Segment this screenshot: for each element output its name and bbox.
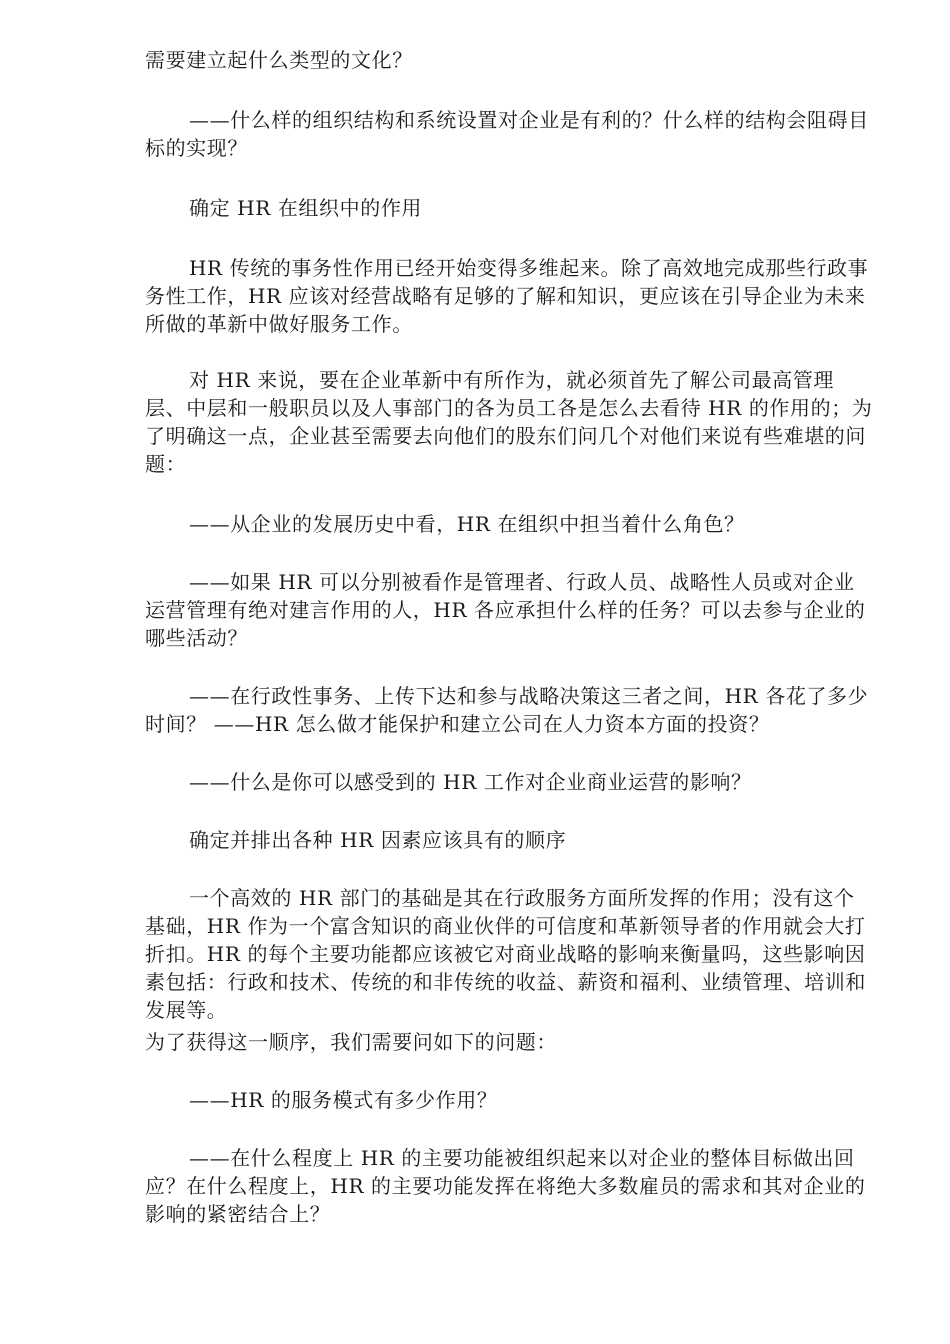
paragraph-impact-question: ——什么是你可以感受到的 HR 工作对企业商业运营的影响？ (189, 770, 752, 794)
paragraph-history-question: ——从企业的发展历史中看，HR 在组织中担当着什么角色？ (189, 512, 745, 536)
paragraph-question-intro: 为了获得这一顺序，我们需要问如下的问题： (145, 1030, 557, 1054)
paragraph-role-tasks-question: ——如果 HR 可以分别被看作是管理者、行政人员、战略性人员或对企业运营管理有绝对建言作用的人，HR 各应承担什么样的任务？可以去参与企业的哪些活动？ (145, 570, 866, 650)
paragraph-efficient-hr-foundation: 一个高效的 HR 部门的基础是其在行政服务方面所发挥的作用；没有这个基础，HR 作为一个富含知识的商业伙伴的可信度和革新领导者的作用就会大打折扣。HR 的每个主要功能都应该被它对商业战略的影响来衡量吗，这些影响因素包括：行政和技术、传统的和非传统的收益、薪资和福利、业绩管理、培训和发展等。 (145, 886, 866, 1022)
paragraph-time-investment-question: ——在行政性事务、上传下达和参与战略决策这三者之间，HR 各花了多少时间？ ——HR 怎么做才能保护和建立公司在人力资本方面的投资？ (145, 684, 869, 736)
paragraph-hr-change-role: 对 HR 来说，要在企业革新中有所作为，就必须首先了解公司最高管理层、中层和一般职员以及人事部门的各为员工各是怎么去看待 HR 的作用的；为了明确这一点，企业甚至需要去向他们的股东们问几个对他们来说有些难堪的问题： (145, 368, 873, 476)
paragraph-structure-question: ——什么样的组织结构和系统设置对企业是有利的？什么样的结构会阻碍目标的实现？ (145, 108, 869, 160)
section-heading-hr-role: 确定 HR 在组织中的作用 (189, 196, 423, 220)
paragraph-function-alignment-question: ——在什么程度上 HR 的主要功能被组织起来以对企业的整体目标做出回应？在什么程度上，HR 的主要功能发挥在将绝大多数雇员的需求和其对企业的影响的紧密结合上？ (145, 1146, 866, 1226)
section-heading-priority-order: 确定并排出各种 HR 因素应该具有的顺序 (189, 828, 567, 852)
paragraph-hr-transactional-role: HR 传统的事务性作用已经开始变得多维起来。除了高效地完成那些行政事务性工作，HR 应该对经营战略有足够的了解和知识，更应该在引导企业为未来所做的革新中做好服务工作。 (145, 256, 869, 336)
paragraph-service-model-question: ——HR 的服务模式有多少作用？ (189, 1088, 498, 1112)
paragraph-culture-question: 需要建立起什么类型的文化？ (145, 48, 413, 72)
